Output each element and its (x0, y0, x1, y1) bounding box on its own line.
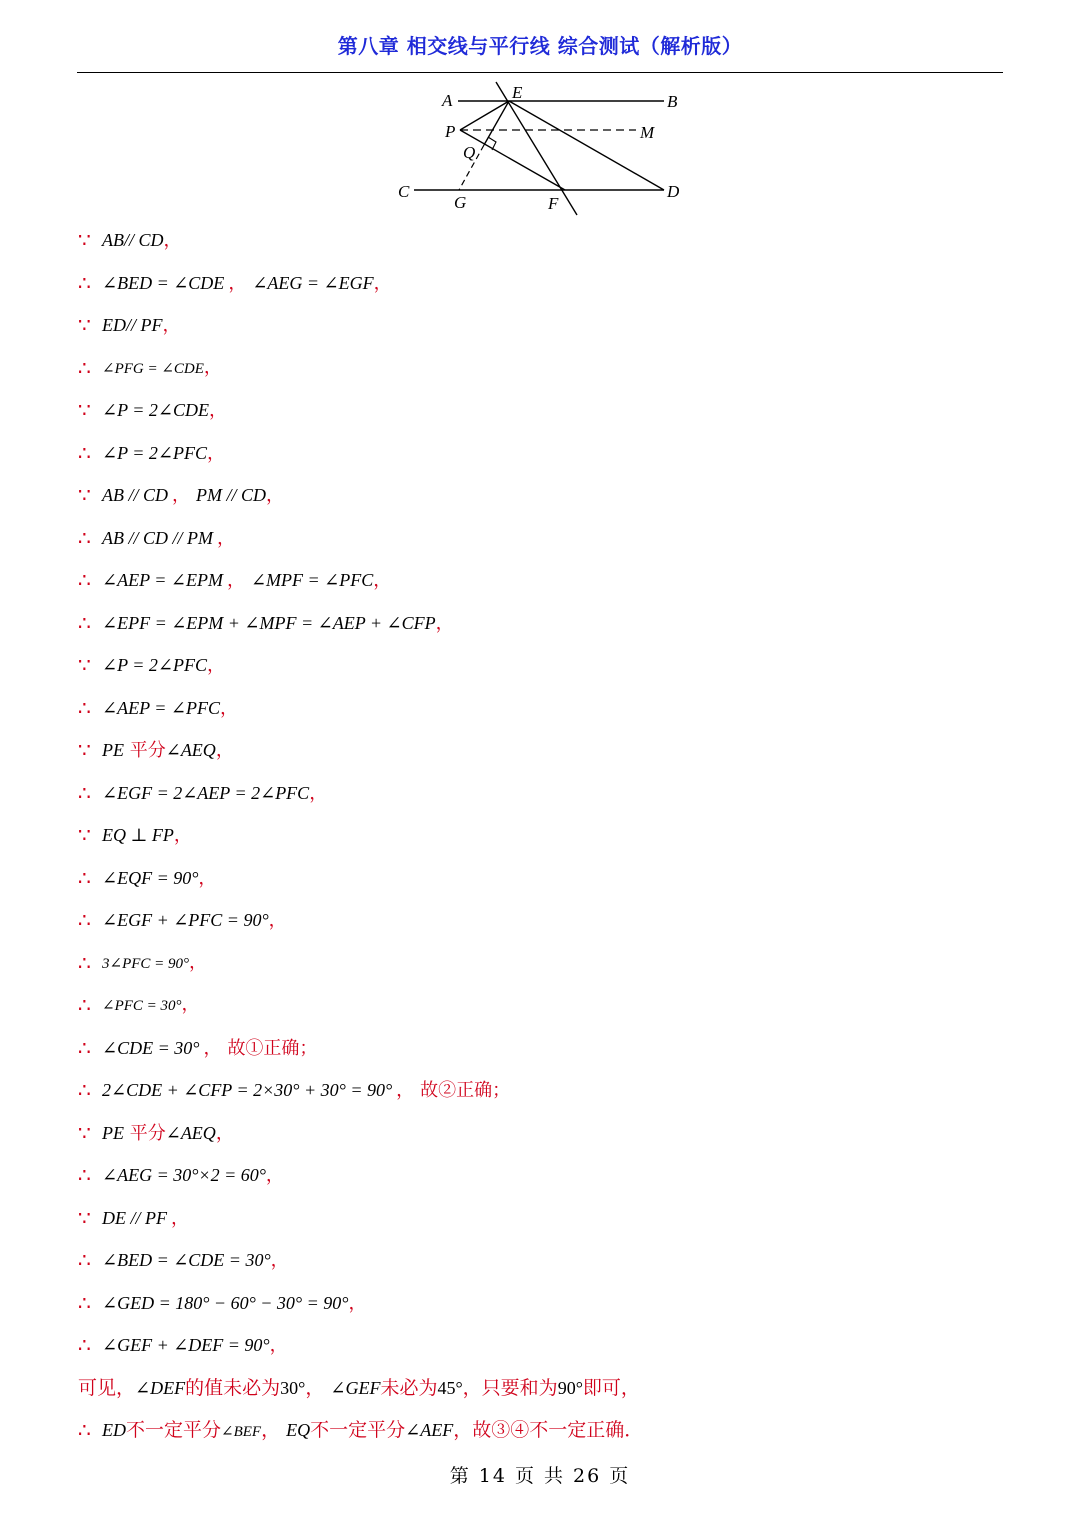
punctuation: ， (226, 570, 245, 591)
punctuation: ， (206, 655, 225, 676)
math-expr: ∠DEF (135, 1377, 186, 1398)
math-expr: PE (102, 1122, 124, 1143)
punctuation: ， (215, 740, 234, 761)
step-line (78, 477, 1018, 520)
geometry-diagram (388, 80, 698, 220)
punctuation: ， (198, 867, 217, 889)
punctuation: ， (265, 1165, 284, 1186)
step-line (78, 1242, 1018, 1285)
therefore-symbol: ∴ (78, 525, 91, 550)
text-segment: 平分 (129, 1122, 166, 1144)
text-segment: ， (261, 1419, 281, 1441)
line-pf (460, 130, 565, 190)
geometry-figure (388, 80, 698, 224)
math-expr: ∠EGF + ∠PFC = 90° (102, 910, 269, 930)
step-line (78, 392, 1018, 435)
step-line (78, 1327, 1018, 1370)
math-expr: ED (102, 1420, 126, 1440)
label-q: Q (463, 143, 476, 162)
text-segment: 未必为 (380, 1376, 438, 1399)
therefore-symbol: ∴ (78, 1418, 91, 1442)
punctuation: ， (171, 1207, 189, 1229)
math-expr: ∠PFG = ∠CDE (102, 360, 204, 377)
page-footer: 第 14 页 共 26 页 (449, 1465, 631, 1487)
because-symbol: ∵ (78, 738, 91, 762)
math-expr: ∠P = 2∠PFC (102, 655, 207, 675)
step-line (78, 1030, 1018, 1073)
math-expr: ∠AEF (405, 1420, 454, 1440)
therefore-symbol: ∴ (78, 1035, 91, 1060)
text-segment: ，故③④不一定正确． (453, 1419, 644, 1441)
math-expr: ∠BEF (221, 1424, 262, 1440)
therefore-symbol: ∴ (78, 440, 91, 465)
math-expr: EQ (286, 1420, 311, 1440)
therefore-symbol: ∴ (78, 355, 91, 380)
text-segment: 即可， (582, 1376, 640, 1399)
step-line (78, 1115, 1018, 1158)
label-p: P (445, 122, 456, 141)
label-f: F (548, 194, 559, 213)
conclusion-line-1 (78, 1370, 1018, 1413)
punctuation: ， (373, 570, 392, 591)
therefore-symbol: ∴ (78, 993, 91, 1017)
punctuation: ， (189, 951, 208, 973)
punctuation: ， (162, 315, 181, 336)
therefore-symbol: ∴ (78, 908, 91, 932)
step-line (78, 562, 1018, 605)
step-line (78, 1285, 1018, 1328)
therefore-symbol: ∴ (78, 1248, 91, 1272)
step-line (78, 1157, 1018, 1200)
because-symbol: ∵ (78, 823, 91, 847)
punctuation: ， (172, 485, 190, 506)
text-segment: 的值未必为 (185, 1376, 281, 1399)
step-line (78, 350, 1018, 393)
math-expr: ∠EPF = ∠EPM + ∠MPF = ∠AEP + ∠CFP (102, 612, 436, 633)
therefore-symbol: ∴ (78, 1333, 91, 1357)
punctuation: ， (163, 230, 182, 251)
step-line (78, 945, 1018, 988)
therefore-symbol: ∴ (78, 950, 91, 975)
text-segment: 故①正确； (227, 1037, 318, 1059)
math-expr: ∠MPF = ∠PFC (250, 570, 374, 590)
label-d: D (667, 182, 680, 201)
step-line (78, 307, 1018, 350)
line-pe (460, 101, 509, 130)
math-expr: ∠P = 2∠PFC (102, 442, 207, 463)
math-expr: PE (102, 740, 124, 760)
math-expr: 45° (437, 1377, 463, 1398)
line-ed (509, 101, 664, 190)
math-expr: AB// CD (102, 230, 164, 250)
punctuation: ， (203, 1037, 222, 1059)
math-expr: ED// PF (102, 315, 163, 335)
math-expr: ∠GED = 180° − 60° − 30° = 90° (102, 1292, 349, 1313)
math-expr: ∠PFC = 30° (102, 998, 182, 1014)
math-expr: PM // CD (196, 485, 266, 505)
therefore-symbol: ∴ (78, 865, 91, 890)
because-symbol: ∵ (78, 313, 91, 337)
solution-steps (78, 222, 1018, 1455)
label-c: C (398, 182, 410, 201)
punctuation: ， (208, 400, 227, 421)
because-symbol: ∵ (78, 398, 91, 422)
therefore-symbol: ∴ (78, 695, 91, 720)
step-line (78, 222, 1018, 265)
math-expr: ∠GEF (330, 1377, 381, 1398)
because-symbol: ∵ (78, 1205, 91, 1230)
math-expr: DE // PF (102, 1207, 167, 1228)
math-expr: AB // CD // PM (102, 527, 213, 548)
step-line (78, 817, 1018, 860)
step-line (78, 435, 1018, 478)
step-line (78, 1200, 1018, 1243)
step-line (78, 902, 1018, 945)
because-symbol: ∵ (78, 228, 91, 252)
punctuation: ， (228, 272, 247, 294)
math-expr: ∠BED = ∠CDE (102, 272, 225, 293)
text-segment: 可见， (78, 1376, 136, 1399)
punctuation: ， (219, 697, 238, 719)
punctuation: ， (217, 527, 235, 549)
therefore-symbol: ∴ (78, 610, 91, 635)
punctuation: ， (269, 1335, 288, 1356)
step-line (78, 605, 1018, 648)
text-segment: 平分 (129, 740, 166, 761)
math-expr: ∠AEP = ∠EPM (102, 570, 223, 590)
page-header-title: 第八章 相交线与平行线 综合测试（解析版） (337, 34, 743, 58)
label-a: A (442, 91, 453, 110)
step-line (78, 775, 1018, 818)
therefore-symbol: ∴ (78, 568, 91, 592)
header-divider (77, 72, 1003, 73)
text-segment: 不一定平分 (310, 1419, 406, 1441)
math-expr: ∠EGF = 2∠AEP = 2∠PFC (102, 782, 310, 803)
because-symbol: ∵ (78, 483, 91, 507)
punctuation: ， (309, 782, 328, 804)
math-expr: AB // CD (102, 485, 168, 505)
math-expr: ∠AEG = 30°×2 = 60° (102, 1165, 266, 1185)
punctuation: ， (173, 825, 192, 846)
math-expr: ∠GEF + ∠DEF = 90° (102, 1335, 270, 1355)
math-expr: 2∠CDE + ∠CFP = 2×30° + 30° = 90° (102, 1080, 393, 1100)
therefore-symbol: ∴ (78, 780, 91, 805)
because-symbol: ∵ (78, 1120, 91, 1145)
math-expr: 3∠PFC = 90° (102, 955, 190, 972)
math-expr: ∠EQF = 90° (102, 867, 199, 888)
math-expr: ∠AEP = ∠PFC (102, 697, 220, 718)
step-line (78, 732, 1018, 775)
step-line (78, 1072, 1018, 1115)
step-line (78, 647, 1018, 690)
punctuation: ， (396, 1080, 415, 1101)
text-segment: 不一定平分 (126, 1419, 222, 1441)
step-line (78, 690, 1018, 733)
label-g: G (454, 193, 467, 212)
conclusion-line-2 (78, 1412, 1018, 1455)
text-segment: ， (305, 1376, 325, 1399)
math-expr: ∠P = 2∠CDE (102, 400, 209, 420)
label-e: E (512, 83, 523, 102)
text-segment: ，只要和为 (462, 1376, 558, 1399)
punctuation: ， (203, 356, 222, 378)
math-expr: 90° (557, 1377, 583, 1398)
math-expr: ∠AEG = ∠EGF (252, 272, 374, 293)
step-line (78, 860, 1018, 903)
math-expr: 30° (280, 1377, 306, 1398)
therefore-symbol: ∴ (78, 1078, 91, 1102)
math-expr: EQ ⊥ FP (102, 825, 174, 845)
punctuation: ， (266, 485, 284, 506)
step-line (78, 520, 1018, 563)
step-line (78, 987, 1018, 1030)
math-expr: ∠AEQ (165, 740, 216, 760)
punctuation: ， (348, 1292, 367, 1314)
punctuation: ， (373, 272, 392, 294)
therefore-symbol: ∴ (78, 1163, 91, 1187)
punctuation: ， (181, 994, 200, 1015)
punctuation: ， (268, 910, 287, 931)
punctuation: ， (206, 442, 225, 464)
label-b: B (667, 92, 678, 111)
punctuation: ， (270, 1250, 289, 1271)
because-symbol: ∵ (78, 653, 91, 677)
punctuation: ， (435, 612, 454, 634)
punctuation: ， (215, 1122, 234, 1144)
math-expr: ∠AEQ (165, 1122, 216, 1143)
math-expr: ∠BED = ∠CDE = 30° (102, 1250, 271, 1270)
therefore-symbol: ∴ (78, 270, 91, 295)
text-segment: 故②正确； (420, 1080, 511, 1101)
therefore-symbol: ∴ (78, 1290, 91, 1315)
label-m: M (640, 123, 655, 142)
step-line (78, 265, 1018, 308)
math-expr: ∠CDE = 30° (102, 1037, 200, 1058)
